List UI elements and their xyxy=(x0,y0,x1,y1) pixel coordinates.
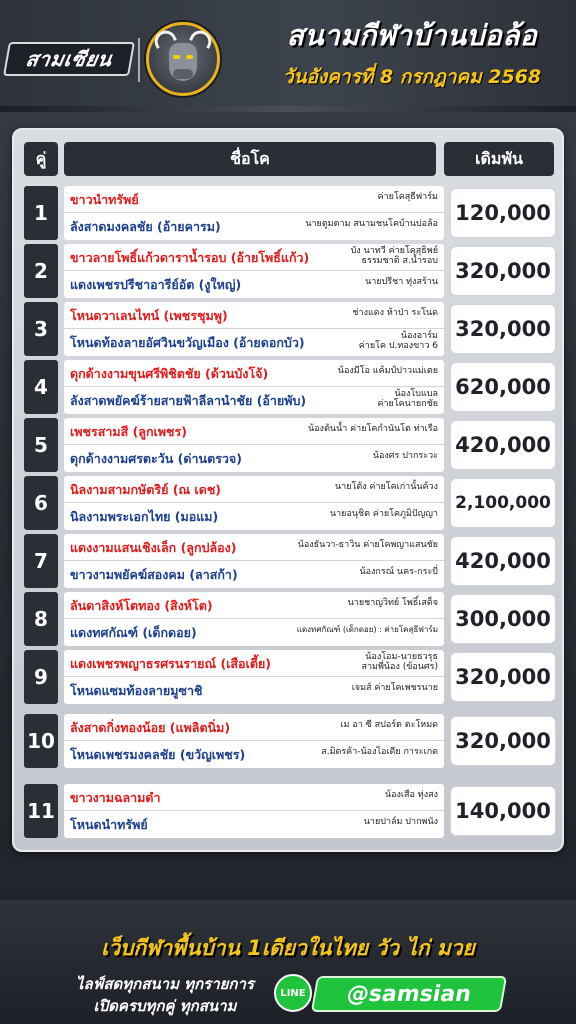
bull-name-2: ดุกด้างงามศรตะวัน (ด่านตรวจ) xyxy=(70,451,242,466)
bet-amount: 140,000 xyxy=(450,786,556,836)
pair-number: 4 xyxy=(24,360,58,414)
bull-name-1: ขาวงามฉลามดำ xyxy=(70,790,161,805)
pair-number: 5 xyxy=(24,418,58,472)
bull-name-2: โหนดท้องลายอัศวินขวัญเมือง (อ้ายดอกบัว) xyxy=(70,335,305,350)
owner-2: นายปาล์ม ปากพนัง xyxy=(363,817,438,827)
pair-names xyxy=(64,244,444,298)
bull-name-2: ลังสาดมงคลชัย (อ้ายคารม) xyxy=(70,219,221,234)
owner-1: น้องมีโอ แค้มป์ปาวแม่เตย xyxy=(337,366,438,376)
owner-1: ช่างแดง ห้าป่า ระโนด xyxy=(352,308,438,318)
table-row xyxy=(14,534,562,588)
bull-name-2: ขาวงามพยัคฆ์สองคม (ลาสก้า) xyxy=(70,567,238,582)
bull-name-1: แดงงามแสนเชิงเล็ก (ลูกปล้อง) xyxy=(70,540,237,555)
matches-table xyxy=(12,128,564,852)
table-row xyxy=(14,360,562,414)
pair-names xyxy=(64,476,444,530)
header xyxy=(0,0,576,112)
owner-1: น้องธันวา-ธาวิน ค่ายโคพญาแสนชัย xyxy=(297,540,438,550)
pair-number: 2 xyxy=(24,244,58,298)
stadium-title: สนามกีฬาบ้านบ่อล้อ xyxy=(286,19,538,52)
owner-2: นายปรีชา ทุ่งสร้าน xyxy=(365,277,438,287)
col-header-name: ชื่อโค xyxy=(64,142,436,176)
footer-slogan: เว็บกีฬาพื้นบ้าน 1เดียวในไทย วัว ไก่ มวย xyxy=(101,936,475,960)
bet-amount: 320,000 xyxy=(450,304,556,354)
table-row xyxy=(14,186,562,240)
owner-2: น้องอาร์ม ค่ายโค ป.ทองขาว 6 xyxy=(358,331,438,351)
col-header-pair: คู่ xyxy=(24,142,58,176)
bet-amount: 120,000 xyxy=(450,188,556,238)
bet-amount: 620,000 xyxy=(450,362,556,412)
owner-1: น้องเสือ ทุ่งสง xyxy=(384,790,438,800)
bet-amount: 300,000 xyxy=(450,594,556,644)
bull-name-2: แดงเพชรปรีชาอารีย์อัต (งูใหญ่) xyxy=(70,277,242,292)
bull-name-1: ขาวนำทรัพย์ xyxy=(70,192,139,207)
pair-names xyxy=(64,186,444,240)
owner-2: เจมส์ ค่ายโคเพชรนาย xyxy=(351,683,438,693)
bull-name-2: โหนดแซมท้องลายมูซาชิ xyxy=(70,683,203,698)
pair-number: 10 xyxy=(24,714,58,768)
owner-2: ส.มิตรค้า-น้องไอเดีย การะเกด xyxy=(321,747,438,757)
pair-names xyxy=(64,784,444,838)
owner-1: นายโต้ง ค่ายโคเก่านั้นค้วง xyxy=(335,482,438,492)
pair-number: 6 xyxy=(24,476,58,530)
event-date: วันอังคารที่ 8 กรกฎาคม 2568 xyxy=(282,66,542,88)
owner-2: น้องกรณ์ นคร-กระบี่ xyxy=(359,567,438,577)
pair-names xyxy=(64,534,444,588)
bull-name-2: นิลงามพระเอกไทย (มอแม) xyxy=(70,509,219,524)
pair-number: 1 xyxy=(24,186,58,240)
owner-1: บัง นาทวี ค่ายโคสุธิพย์ ธรรมชาติ ส.น้ำรอบ xyxy=(350,246,438,266)
brand-divider xyxy=(138,38,140,82)
table-row xyxy=(14,650,562,704)
bull-name-2: แดงทศกัณฑ์ (เด็กดอย) xyxy=(70,625,197,640)
owner-1: นายชาญวิทย์ โพธิ์เสด็จ xyxy=(347,598,438,608)
bull-name-1: ขาวลายโพธิ์แก้วดาราน้ำรอบ (อ้ายโพธิ์แก้ว) xyxy=(70,250,310,265)
table-row xyxy=(14,592,562,646)
line-id-button[interactable]: @samsian xyxy=(311,976,507,1012)
table-row xyxy=(14,302,562,356)
table-row xyxy=(14,784,562,838)
owner-2: นายตูมตาม สนามชนโคบ้านบ่อล้อ xyxy=(305,219,438,229)
pair-names xyxy=(64,302,444,356)
bull-name-2: โหนดนำทรัพย์ xyxy=(70,817,148,832)
table-row xyxy=(14,244,562,298)
bull-name-1: แดงเพชรพญาธรศรนรายณ์ (เสือเตี้ย) xyxy=(70,656,271,671)
brand-logo: สามเซียน xyxy=(3,42,135,76)
table-row xyxy=(14,418,562,472)
table-row xyxy=(14,476,562,530)
pair-names xyxy=(64,418,444,472)
pair-number: 9 xyxy=(24,650,58,704)
pair-names xyxy=(64,360,444,414)
bet-amount: 320,000 xyxy=(450,652,556,702)
bet-amount: 320,000 xyxy=(450,716,556,766)
footer-line-1: ไลฟ์สดทุกสนาม ทุกรายการ xyxy=(76,975,254,993)
table-row xyxy=(14,714,562,768)
owner-1: น้องต้นน้ำ ค่ายโคกำนันโต ท่าเรือ xyxy=(308,424,438,434)
pair-names xyxy=(64,650,444,704)
owner-1: ค่ายโคสุธีฟาร์ม xyxy=(377,192,438,202)
owner-2: แดงทศกัณฑ์ (เด็กดอย) : ค่ายโคสุธีฟาร์ม xyxy=(296,625,438,634)
col-header-bet: เดิมพัน xyxy=(444,142,554,176)
pair-number: 11 xyxy=(24,784,58,838)
footer-line-2: เปิดครบทุกคู่ ทุกสนาม xyxy=(93,997,237,1015)
bull-name-1: โหนดวาเลนไทน์ (เพชรชุมพู) xyxy=(70,308,228,323)
owner-2: นายอนุชิต ค่ายโคภูมิปัญญา xyxy=(329,509,438,519)
owner-1: น้องโอม-นายธวรุธ สามพี่น้อง (ข้อนศร) xyxy=(361,652,438,672)
bull-name-2: โหนดเพชรมงคลชัย (ขวัญเพชร) xyxy=(70,747,246,762)
pair-names xyxy=(64,592,444,646)
pair-number: 7 xyxy=(24,534,58,588)
bull-name-1: ลันดาสิงห์โตทอง (สิงห์โต) xyxy=(70,598,213,613)
bull-name-1: เพชรสามสี (ลูกเพชร) xyxy=(70,424,187,439)
bet-amount: 420,000 xyxy=(450,420,556,470)
bet-amount: 320,000 xyxy=(450,246,556,296)
pair-number: 3 xyxy=(24,302,58,356)
owner-2: น้องศร ปากระวะ xyxy=(372,451,438,461)
bull-mascot-icon xyxy=(146,22,220,96)
line-app-icon[interactable]: LINE xyxy=(274,974,312,1012)
owner-2: น้องโบแบล ค่ายโคนายกชัย xyxy=(377,389,438,409)
bull-name-1: ลังสาดกิ่งทองน้อย (แพลิตนิ่ม) xyxy=(70,720,231,735)
owner-1: เม อา ซี สปอร์ต ตะโหมด xyxy=(340,720,438,730)
pair-number: 8 xyxy=(24,592,58,646)
bet-amount: 2,100,000 xyxy=(450,478,556,528)
bet-amount: 420,000 xyxy=(450,536,556,586)
pair-names xyxy=(64,714,444,768)
bull-name-2: ลังสาดพยัคฆ์ร้ายสายฟ้าลีลานำชัย (อ้ายพับ) xyxy=(70,393,307,408)
bull-name-1: ดุกด้างงามขุนศรีพิชิตชัย (ด้วนบังโจ้) xyxy=(70,366,269,381)
bull-name-1: นิลงามสามกษัตริย์ (ณ เดช) xyxy=(70,482,222,497)
